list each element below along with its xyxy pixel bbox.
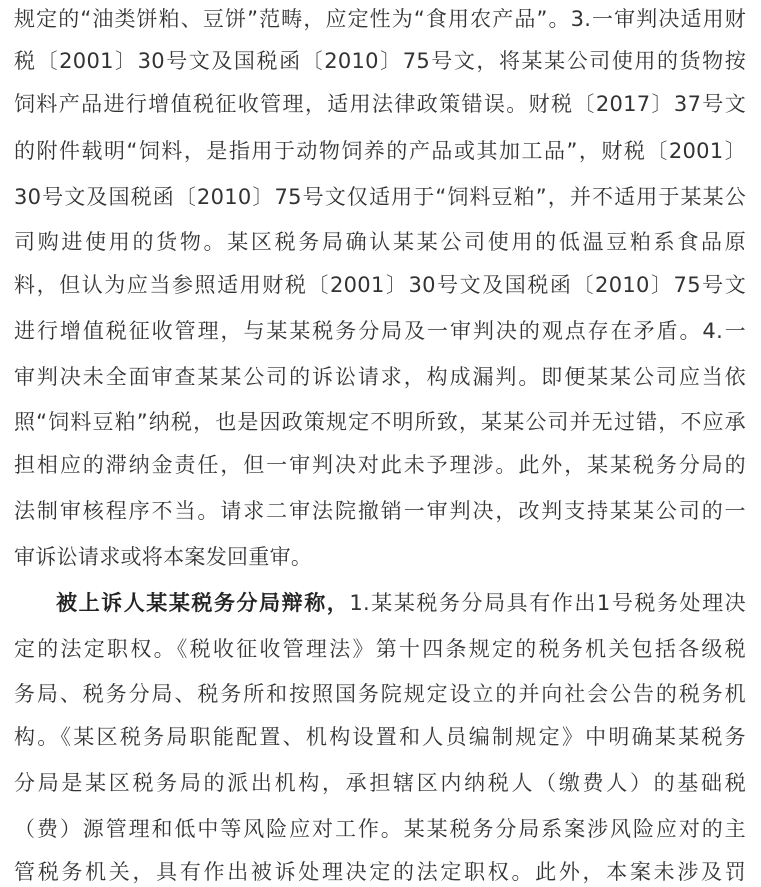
- text-line: 务局、税务分局、税务所和按照国务院规定设立的并向社会公告的税务机: [14, 682, 746, 706]
- text-line: （费）源管理和低中等风险应对工作。某某税务分局系案涉风险应对的主: [14, 817, 746, 841]
- text-line: 定的法定职权。《税收征收管理法》第十四条规定的税务机关包括各级税: [14, 637, 746, 661]
- text-line: 饲料产品进行增值税征收管理，适用法律政策错误。财税〔2017〕37号文: [14, 92, 746, 116]
- text-line: 司购进使用的货物。某区税务局确认某某公司使用的低温豆粕系食品原: [14, 230, 746, 254]
- text-line: 构。《某区税务局职能配置、机构设置和人员编制规定》中明确某某税务: [14, 725, 746, 749]
- text-line: 照“饲料豆粕”纳税，也是因政策规定不明所致，某某公司并无过错，不应承: [14, 410, 746, 434]
- text-line: [56, 584, 746, 622]
- text-line: 的附件载明“饲料，是指用于动物饲养的产品或其加工品”，财税〔2001〕: [14, 139, 746, 163]
- text-line: 进行增值税征收管理，与某某税务分局及一审判决的观点存在矛盾。4.一: [14, 319, 746, 343]
- text-line: 料，但认为应当参照适用财税〔2001〕30号文及国税函〔2010〕75号文: [14, 273, 746, 297]
- text-line: 审诉讼请求或将本案发回重审。: [14, 545, 313, 569]
- text-line: 担相应的滞纳金责任，但一审判决对此未予理涉。此外，某某税务分局的: [14, 453, 746, 477]
- text-line: 法制审核程序不当。请求二审法院撤销一审判决，改判支持某某公司的一: [14, 499, 746, 523]
- appellee-lead-heading: 被上诉人某某税务分局辩称，: [56, 591, 350, 615]
- text-span: 1.某某税务分局具有作出1号税务处理决: [349, 591, 746, 615]
- text-line: 税〔2001〕30号文及国税函〔2010〕75号文，将某某公司使用的货物按: [14, 49, 746, 73]
- text-line: 审判决未全面审查某某公司的诉讼请求，构成漏判。即便某某公司应当依: [14, 365, 746, 389]
- text-line: 规定的“油类饼粕、豆饼”范畴，应定性为“食用农产品”。3.一审判决适用财: [14, 7, 746, 31]
- text-line: 管税务机关，具有作出被诉处理决定的法定职权。此外，本案未涉及罚: [14, 860, 746, 884]
- text-line: 分局是某区税务局的派出机构，承担辖区内纳税人（缴费人）的基础税: [14, 771, 746, 795]
- text-line: 30号文及国税函〔2010〕75号文仅适用于“饲料豆粕”，并不适用于某某公: [14, 185, 746, 209]
